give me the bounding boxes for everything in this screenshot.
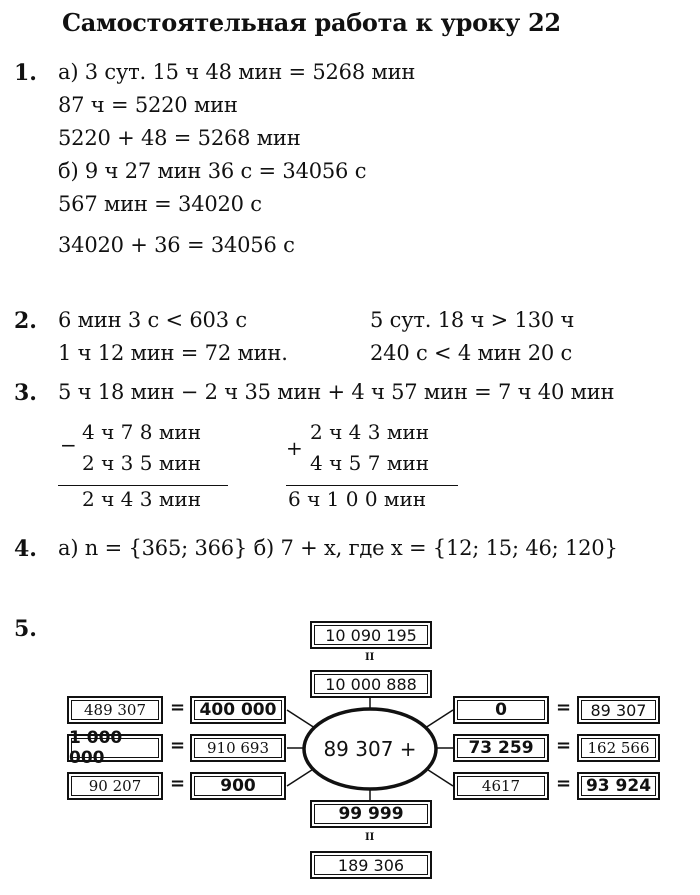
task-3-number: 3. [14, 380, 37, 406]
task-1-line: 5220 + 48 = 5268 мин [58, 126, 301, 150]
subtraction-sign: − [60, 433, 77, 457]
bottom-addend-box [310, 800, 432, 828]
equals-sign: = [170, 697, 186, 718]
right-result-box [577, 734, 660, 762]
top-result-value: 10 090 195 [325, 625, 417, 645]
task-2-left-line: 6 мин 3 с < 603 с [58, 308, 247, 332]
task-4-number: 4. [14, 536, 37, 562]
right-result-box [577, 772, 660, 800]
addition-sign: + [286, 436, 303, 460]
left-addend-value: 910 693 [206, 739, 270, 757]
left-addend-value: 900 [220, 776, 256, 796]
task-1-line: 567 мин = 34020 с [58, 192, 262, 216]
right-result-value: 162 566 [587, 739, 650, 757]
vertical-equals-sign: II [365, 832, 375, 843]
task-4-text: а) n = {365; 366} б) 7 + x, где x = {12; 15; 46; 120} [58, 536, 618, 560]
left-result-box [67, 728, 163, 768]
top-result-box [310, 621, 432, 649]
page-title: Самостоятельная работа к уроку 22 [62, 8, 561, 37]
task-3-expression: 5 ч 18 мин − 2 ч 35 мин + 4 ч 57 мин = 7 ч 40 мин [58, 380, 615, 404]
left-result-value: 489 307 [83, 701, 147, 719]
equals-sign: = [556, 735, 572, 756]
left-addend-value: 400 000 [199, 700, 277, 720]
left-result-value: 1 000 000 [69, 728, 123, 768]
equals-sign: = [556, 773, 572, 794]
addition-bottom: 4 ч 5 7 мин [310, 451, 430, 475]
addition-top: 2 ч 4 3 мин [310, 420, 430, 444]
right-result-value: 89 307 [590, 700, 647, 720]
subtraction-bottom: 2 ч 3 5 мин [82, 451, 202, 475]
equals-sign: = [170, 773, 186, 794]
equals-sign: = [556, 697, 572, 718]
right-result-value: 93 924 [585, 776, 652, 796]
addition-result: 6 ч 1 0 0 мин [288, 487, 427, 511]
task-2-right-line: 240 с < 4 мин 20 с [370, 341, 573, 365]
task-1-line: б) 9 ч 27 мин 36 с = 34056 с [58, 159, 367, 183]
right-addend-value: 73 259 [468, 738, 534, 758]
top-addend-box [310, 670, 432, 698]
vertical-equals-sign: II [365, 652, 375, 663]
center-addend-label: 89 307 + [323, 737, 417, 761]
left-addend-box [190, 734, 286, 762]
right-result-box [577, 696, 660, 724]
left-result-value: 90 207 [88, 777, 142, 795]
right-addend-box [453, 772, 549, 800]
task-1-line: а) 3 сут. 15 ч 48 мин = 5268 мин [58, 60, 416, 84]
right-addend-box [453, 696, 549, 724]
task-2-left-line: 1 ч 12 мин = 72 мин. [58, 341, 288, 365]
task-2-right-line: 5 сут. 18 ч > 130 ч [370, 308, 575, 332]
top-addend-value: 10 000 888 [325, 674, 417, 694]
task-1-line: 87 ч = 5220 мин [58, 93, 238, 117]
right-addend-value: 4617 [481, 777, 521, 795]
right-addend-box [453, 734, 549, 762]
bottom-addend-value: 99 999 [338, 804, 404, 824]
left-addend-box [190, 772, 286, 800]
subtraction-result: 2 ч 4 3 мин [82, 487, 202, 511]
task-1-line: 34020 + 36 = 34056 с [58, 233, 295, 257]
bottom-result-value: 189 306 [337, 855, 405, 875]
equals-sign: = [170, 735, 186, 756]
left-result-box [67, 772, 163, 800]
left-result-box [67, 696, 163, 724]
left-addend-box [190, 696, 286, 724]
task-5-number: 5. [14, 616, 37, 642]
right-addend-value: 0 [495, 700, 507, 720]
subtraction-top: 4 ч 7 8 мин [82, 420, 202, 444]
bottom-result-box [310, 851, 432, 879]
task-2-number: 2. [14, 308, 37, 334]
task-1-number: 1. [14, 60, 37, 86]
